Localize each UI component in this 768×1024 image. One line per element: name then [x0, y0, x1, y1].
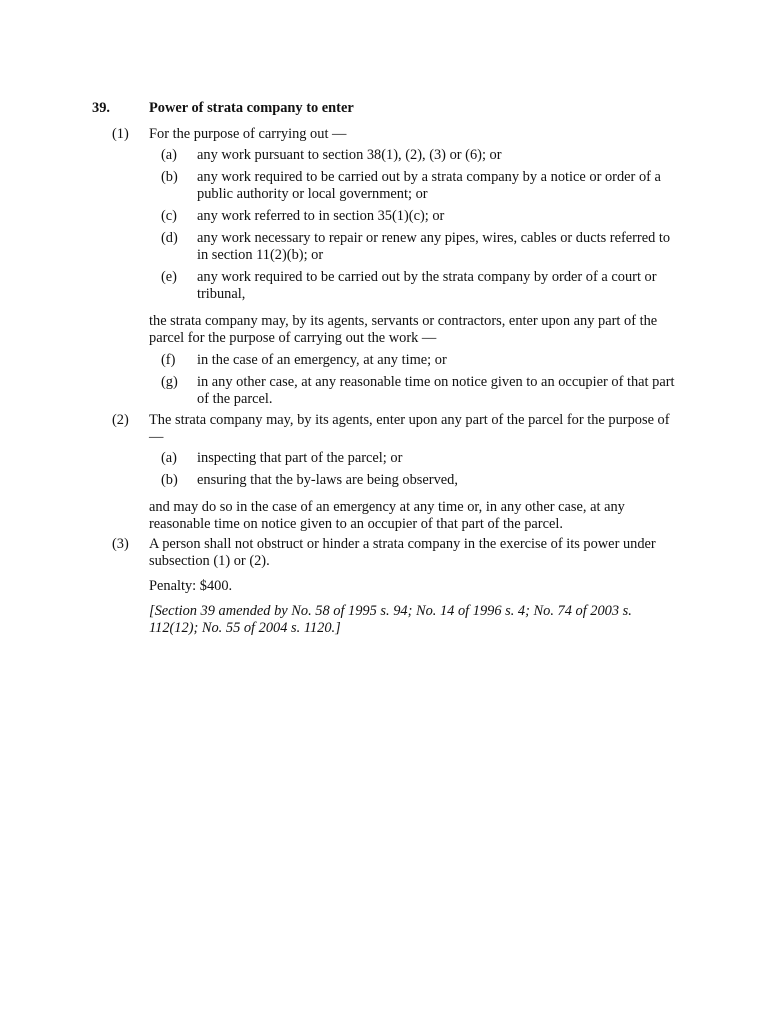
list-item	[149, 374, 682, 408]
list-item	[149, 208, 682, 225]
continuation-text: and may do so in the case of an emergency at any time or, in any other case, at any reasonable time on notice given to an occupier of that part of the parcel.	[149, 499, 625, 532]
item-text: any work pursuant to section 38(1), (2), (3) or (6); or	[197, 147, 502, 163]
section-heading	[92, 100, 354, 117]
subsection-label: (3)	[112, 536, 129, 552]
section-title: Power of strata company to enter	[149, 100, 354, 116]
item-text: inspecting that part of the parcel; or	[197, 450, 403, 466]
list-item	[149, 230, 682, 264]
list-item	[149, 450, 682, 467]
subsection-1	[112, 126, 682, 408]
item-text: in the case of an emergency, at any time; or	[197, 352, 447, 368]
item-label: (b)	[161, 169, 178, 185]
list-item	[149, 472, 682, 489]
continuation-text: the strata company may, by its agents, servants or contractors, enter upon any part of the parcel for the purpose of carrying out the work —	[149, 313, 658, 346]
subsection-3	[112, 536, 682, 637]
item-label: (a)	[161, 147, 177, 163]
subsection-label: (1)	[112, 126, 129, 142]
item-label: (c)	[161, 208, 177, 224]
list-item	[149, 352, 682, 369]
item-label: (d)	[161, 230, 178, 246]
item-text: ensuring that the by-laws are being observed,	[197, 472, 458, 488]
item-label: (f)	[161, 352, 176, 368]
penalty-text: Penalty: $400.	[149, 578, 233, 594]
item-text: any work referred to in section 35(1)(c); or	[197, 208, 445, 224]
subsection-intro: The strata company may, by its agents, enter upon any part of the parcel for the purpose of —	[149, 412, 670, 445]
subsection-text: A person shall not obstruct or hinder a strata company in the exercise of its power under subsection (1) or (2).	[149, 536, 656, 569]
item-label: (a)	[161, 450, 177, 466]
list-item	[149, 269, 682, 303]
section-number: 39.	[92, 100, 110, 116]
list-item	[149, 147, 682, 164]
item-text: any work necessary to repair or renew any pipes, wires, cables or ducts referred to in section 11(2)(b); or	[197, 230, 671, 263]
item-label: (g)	[161, 374, 178, 390]
item-text: any work required to be carried out by a strata company by a notice or order of a public authority or local government; or	[197, 169, 661, 202]
amendment-note: [Section 39 amended by No. 58 of 1995 s. 94; No. 14 of 1996 s. 4; No. 74 of 2003 s. 112(12); No. 55 of 2004 s. 1120.]	[149, 603, 632, 636]
item-label: (e)	[161, 269, 177, 285]
list-item	[149, 169, 682, 203]
item-text: in any other case, at any reasonable time on notice given to an occupier of that part of the parcel.	[197, 374, 675, 407]
subsection-intro: For the purpose of carrying out —	[149, 126, 347, 142]
subsection-2	[112, 412, 682, 533]
item-text: any work required to be carried out by the strata company by order of a court or tribunal,	[197, 269, 657, 302]
item-label: (b)	[161, 472, 178, 488]
subsection-label: (2)	[112, 412, 129, 428]
